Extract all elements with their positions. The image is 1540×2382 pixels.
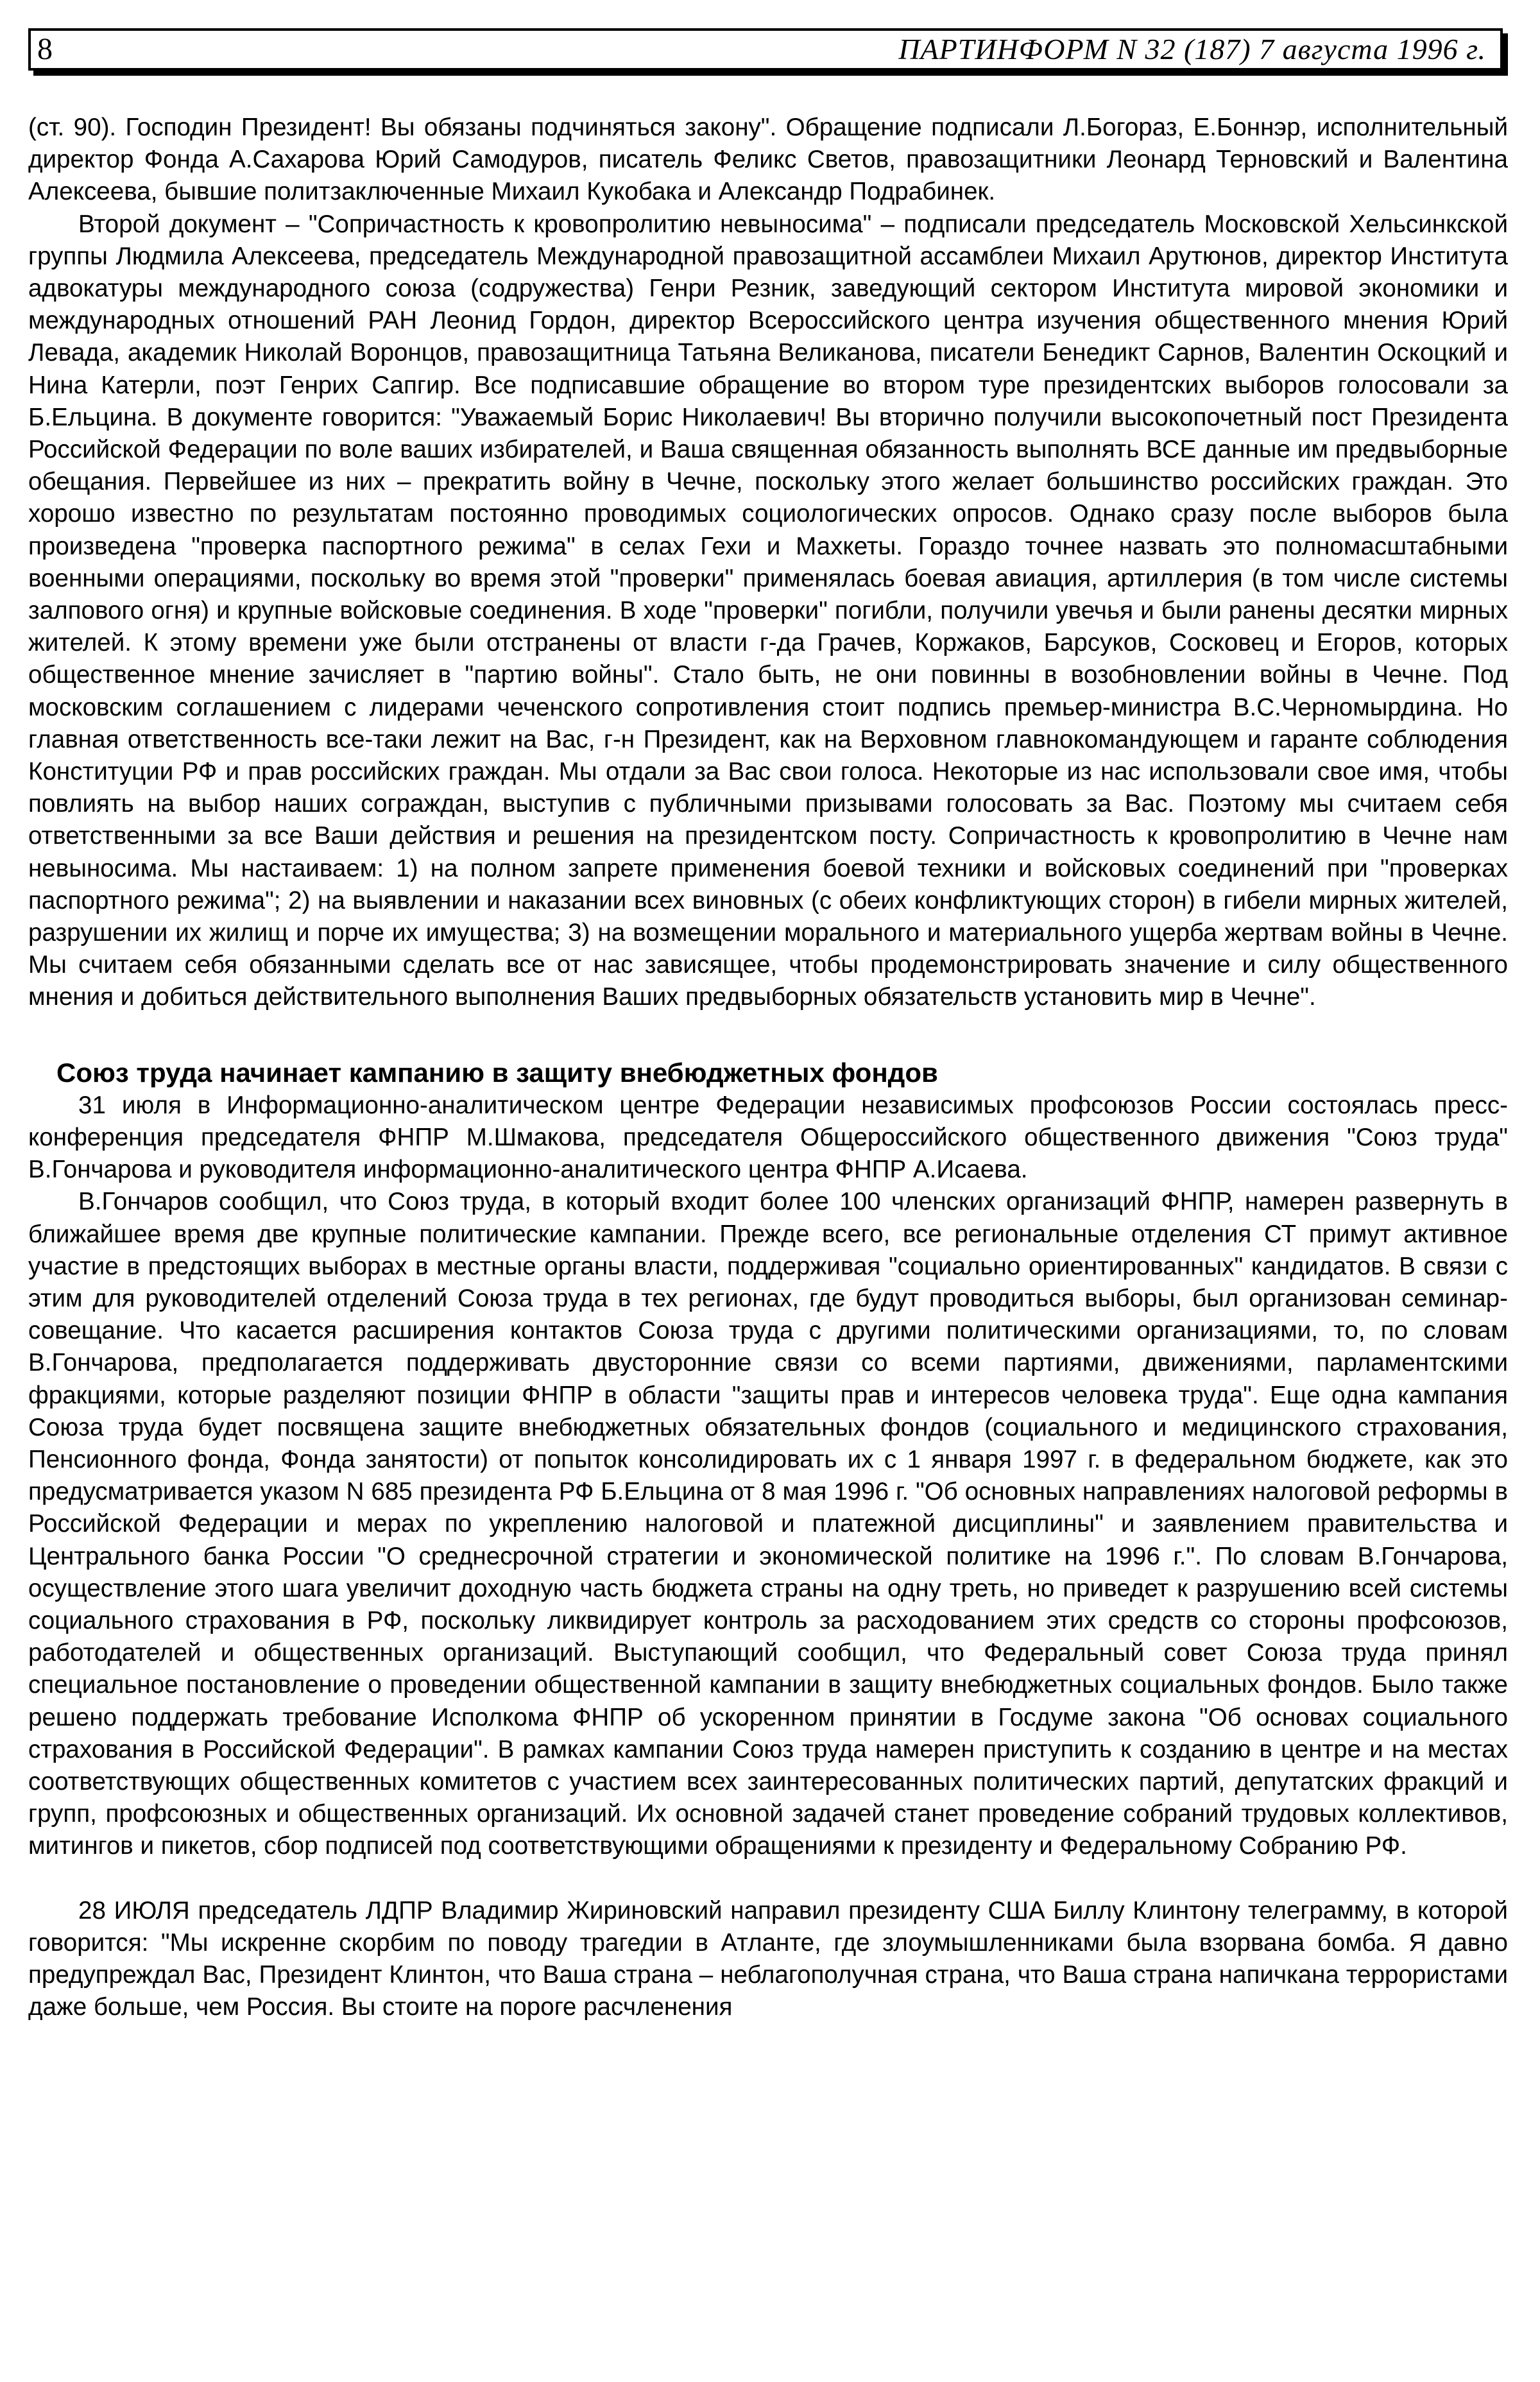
section-spacer	[28, 1863, 1508, 1895]
section-spacer	[28, 1014, 1508, 1056]
newspaper-page	[28, 28, 1508, 2023]
article1-paragraph-1: (ст. 90). Господин Президент! Вы обязаны подчиняться закону". Обращение подписали Л.Богораз, Е.Боннэр, исполнительный директор Фонда А.Сахарова Юрий Самодуров, писатель Феликс Светов, правозащитники Леонард Терновский и Валентина Алексеева, бывшие политзаключенные Михаил Кукобака и Александр Подрабинек.	[28, 114, 1508, 206]
page-number: 8	[37, 32, 53, 66]
section-heading: Союз труда начинает кампанию в защиту внебюджетных фондов	[56, 1057, 938, 1088]
article2-paragraph-1: 31 июля в Информационно-аналитическом центре Федерации независимых профсоюзов России состоялась пресс-конференция председателя ФНПР М.Шмакова, председателя Общероссийского общественного движения "Союз труда" В.Гончарова и руководителя информационно-аналитического центра ФНПР А.Исаева.	[28, 1091, 1508, 1184]
article2-paragraph-2: В.Гончаров сообщил, что Союз труда, в который входит более 100 членских организаций ФНПР, намерен развернуть в ближайшее время две крупные политические кампании. Прежде всего, все региональные отделения СТ примут активное участие в предстоящих выборах в местные органы власти, поддерживая "социально ориентированных" кандидатов. В связи с этим для руководителей отделений Союза труда в тех регионах, где будут проводиться выборы, был организован семинар-совещание. Что касается расширения контактов Союза труда с другими политическими организациями, то, по словам В.Гончарова, предполагается поддерживать двусторонние связи со всеми партиями, движениями, парламентскими фракциями, которые разделяют позиции ФНПР в области "защиты прав и интересов человека труда". Еще одна кампания Союза труда будет посвящена защите внебюджетных обязательных фондов (социального и медицинского страхования, Пенсионного фонда, Фонда занятости) от попыток консолидировать их с 1 января 1997 г. в федеральном бюджете, как это предусматривается указом N 685 президента РФ Б.Ельцина от 8 мая 1996 г. "Об основных направлениях налоговой реформы в Российской Федерации и мерах по укреплению налоговой и платежной дисциплины" и заявлением правительства и Центрального банка России "О среднесрочной стратегии и экономической политике на 1996 г.". По словам В.Гончарова, осуществление этого шага увеличит доходную часть бюджета страны на одну треть, но приведет к разрушению всей системы социального страхования в РФ, поскольку ликвидирует контроль за расходованием этих средств со стороны профсоюзов, работодателей и общественных организаций. Выступающий сообщил, что Федеральный совет Союза труда принял специальное постановление о проведении общественной кампании в защиту внебюджетных социальных фондов. Было также решено поддержать требование Исполкома ФНПР об ускоренном принятии в Госдуме закона "Об основах социального страхования в Российской Федерации". В рамках кампании Союз труда намерен приступить к созданию в центре и на местах соответствующих общественных комитетов с участием всех заинтересованных политических партий, депутатских фракций и групп, профсоюзных и общественных организаций. Их основной задачей станет проведение собраний трудовых коллективов, митингов и пикетов, сбор подписей под соответствующими обращениями к президенту и Федеральному Собранию РФ.	[28, 1188, 1508, 1860]
article1-paragraph-2: Второй документ – "Сопричастность к кровопролитию невыносима" – подписали председатель Московской Хельсинкской группы Людмила Алексеева, председатель Международной правозащитной ассамблеи Михаил Арутюнов, директор Института адвокатуры международного союза (содружества) Генри Резник, заведующий сектором Института мировой экономики и международных отношений РАН Леонид Гордон, директор Всероссийского центра изучения общественного мнения Юрий Левада, академик Николай Воронцов, правозащитница Татьяна Великанова, писатели Бенедикт Сарнов, Валентин Оскоцкий и Нина Катерли, поэт Генрих Сапгир. Все подписавшие обращение во втором туре президентских выборов голосовали за Б.Ельцина. В документе говорится: "Уважаемый Борис Николаевич! Вы вторично получили высокопочетный пост Президента Российской Федерации по воле ваших избирателей, и Ваша священная обязанность выполнять ВСЕ данные им предвыборные обещания. Первейшее из них – прекратить войну в Чечне, поскольку этого желает большинство российских граждан. Это хорошо известно по результатам постоянно проводимых социологических опросов. Однако сразу после выборов была произведена "проверка паспортного режима" в селах Гехи и Махкеты. Гораздо точнее назвать это полномасштабными военными операциями, поскольку во время этой "проверки" применялась боевая авиация, артиллерия (в том числе системы залпового огня) и крупные войсковые соединения. В ходе "проверки" погибли, получили увечья и были ранены десятки мирных жителей. К этому времени уже были отстранены от власти г-да Грачев, Коржаков, Барсуков, Сосковец и Егоров, которых общественное мнение зачисляет в "партию войны". Стало быть, не они повинны в возобновлении войны в Чечне. Под московским соглашением с лидерами чеченского сопротивления стоит подпись премьер-министра В.С.Черномырдина. Но главная ответственность все-таки лежит на Вас, г-н Президент, как на Верховном главнокомандующем и гаранте соблюдения Конституции РФ и прав российских граждан. Мы отдали за Вас свои голоса. Некоторые из нас использовали свое имя, чтобы повлиять на выбор наших сограждан, выступив с публичными призывами голосовать за Вас. Поэтому мы считаем себя ответственными за все Ваши действия и решения на президентском посту. Сопричастность к кровопролитию в Чечне нам невыносима. Мы настаиваем: 1) на полном запрете применения боевой техники и войсковых соединений при "проверках паспортного режима"; 2) на выявлении и наказании всех виновных (с обеих конфликтующих сторон) в гибели мирных жителей, разрушении их жилищ и порче их имущества; 3) на возмещении морального и материального ущерба жертвам войны в Чечне. Мы считаем себя обязанными сделать все от нас зависящее, чтобы продемонстрировать значение и силу общественного мнения и добиться действительного выполнения Ваших предвыборных обязательств установить мир в Чечне".	[28, 210, 1508, 1011]
article3-paragraph-1: 28 ИЮЛЯ председатель ЛДПР Владимир Жириновский направил президенту США Биллу Клинтону телеграмму, в которой говорится: "Мы искренне скорбим по поводу трагедии в Атланте, где злоумышленниками была взорвана бомба. Я давно предупреждал Вас, Президент Клинтон, что Ваша страна – неблагополучная страна, что Ваша страна напичкана террористами даже больше, чем Россия. Вы стоите на пороге расчленения	[28, 1896, 1508, 2021]
page-header	[28, 28, 1503, 71]
page-content	[28, 112, 1508, 2023]
masthead: ПАРТИНФОРМ N 32 (187) 7 августа 1996 г.	[898, 33, 1486, 65]
